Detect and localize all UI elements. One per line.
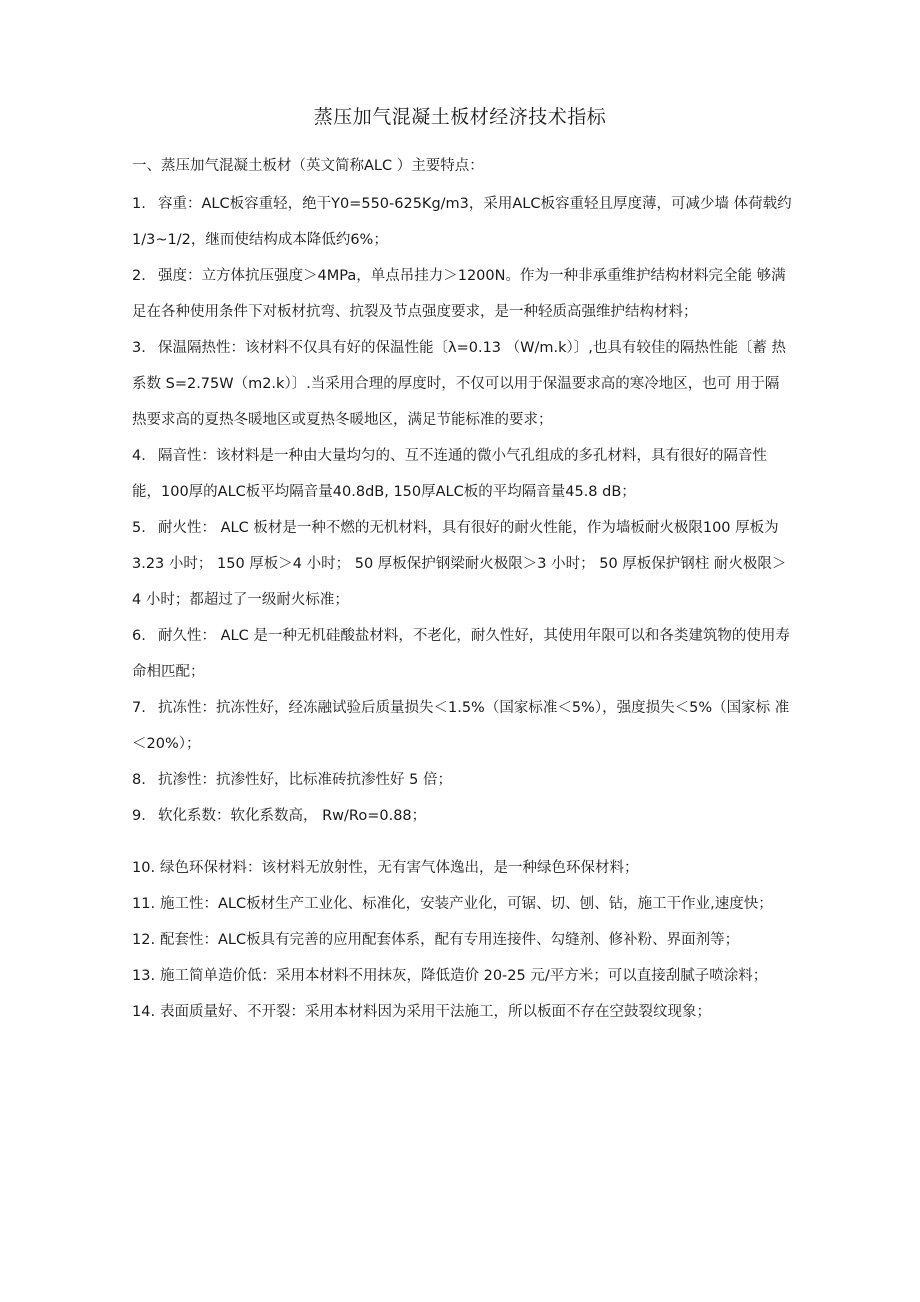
list-item-3 [132, 330, 792, 438]
item-number: 10. [132, 860, 156, 876]
list-item-10 [132, 850, 792, 886]
item-text: 抗冻性：抗冻性好，经冻融试验后质量损失＜1.5%（国家标准＜5%），强度损失＜5%（国家标 准＜20%）； [132, 700, 790, 752]
list-item-8 [132, 762, 792, 798]
item-number: 9. [132, 808, 146, 824]
list-item-1 [132, 186, 792, 258]
item-number: 7. [132, 700, 146, 716]
item-number: 11. [132, 896, 156, 912]
list-item-4 [132, 438, 792, 510]
list-item-14 [132, 994, 792, 1030]
item-text: 绿色环保材料：该材料无放射性，无有害气体逸出，是一种绿色环保材料； [160, 860, 639, 876]
list-item-6 [132, 618, 792, 690]
item-text: 强度：立方体抗压强度＞4MPa，单点吊挂力＞1200N。作为一种非承重维护结构材料完全能 够满足在各种使用条件下对板材抗弯、抗裂及节点强度要求，是一种轻质高强维护结构材料； [132, 268, 786, 320]
item-number: 5. [132, 520, 146, 536]
item-text: 隔音性：该材料是一种由大量均匀的、互不连通的微小气孔组成的多孔材料，具有很好的隔音性能，100厚的ALC板平均隔音量40.8dB, 150厚ALC板的平均隔音量45.8 dB； [132, 448, 767, 500]
item-number: 13. [132, 968, 156, 984]
item-number: 8. [132, 772, 146, 788]
item-number: 3. [132, 340, 146, 356]
list-item-5 [132, 510, 792, 618]
item-text: 保温隔热性：该材料不仅具有好的保温性能〔λ=0.13 （W/m.k）〕,也具有较佳的隔热性能〔蓄 热系数 S=2.75W（m2.k）〕.当采用合理的厚度时，不仅可以用于保温要求高的寒冷地区，也可 用于隔热要求高的夏热冬暖地区或夏热冬暖地区，满足节能标准的要求； [132, 340, 786, 428]
list-item-2 [132, 258, 792, 330]
list-item-12 [132, 922, 792, 958]
list-item-9 [132, 798, 792, 834]
item-text: 耐久性： ALC 是一种无机硅酸盐材料，不老化，耐久性好，其使用年限可以和各类建筑物的使用寿命相匹配； [132, 628, 790, 680]
list-item-11 [132, 886, 792, 922]
item-text: 软化系数：软化系数高， Rw/Ro=0.88； [158, 808, 427, 824]
item-text: 配套性：ALC板具有完善的应用配套体系，配有专用连接件、勾缝剂、修补粉、界面剂等； [160, 932, 740, 948]
item-text: 表面质量好、不开裂：采用本材料因为采用干法施工，所以板面不存在空鼓裂纹现象； [160, 1004, 711, 1020]
item-number: 2. [132, 268, 146, 284]
item-text: 施工性：ALC板材生产工业化、标准化，安装产业化，可锯、切、刨、钻，施工干作业,速度快； [160, 896, 773, 912]
section-heading: 一、蒸压加气混凝土板材（英文简称ALC ）主要特点： [132, 158, 484, 174]
item-number: 1. [132, 196, 146, 212]
item-number: 4. [132, 448, 146, 464]
item-number: 12. [132, 932, 156, 948]
list-item-13 [132, 958, 792, 994]
document-title: 蒸压加气混凝土板材经济技术指标 [313, 106, 607, 128]
item-text: 施工简单造价低：采用本材料不用抹灰，降低造价 20-25 元/平方米；可以直接刮腻子喷涂料； [160, 968, 768, 984]
item-number: 14. [132, 1004, 156, 1020]
item-text: 耐火性： ALC 板材是一种不燃的无机材料，具有很好的耐火性能，作为墙板耐火极限100 厚板为 3.23 小时； 150 厚板＞4 小时； 50 厚板保护钢梁耐火极限＞3 小时； 50 厚板保护钢柱 耐火极限＞4 小时；都超过了一级耐火标准； [132, 520, 787, 608]
item-number: 6. [132, 628, 146, 644]
item-text: 抗渗性：抗渗性好，比标准砖抗渗性好 5 倍； [158, 772, 452, 788]
document-body [132, 148, 792, 1030]
list-item-7 [132, 690, 792, 762]
item-text: 容重：ALC板容重轻，绝干Y0=550-625Kg/m3，采用ALC板容重轻且厚度薄，可减少墙 体荷载约 1/3~1/2，继而使结构成本降低约6%； [132, 196, 792, 248]
